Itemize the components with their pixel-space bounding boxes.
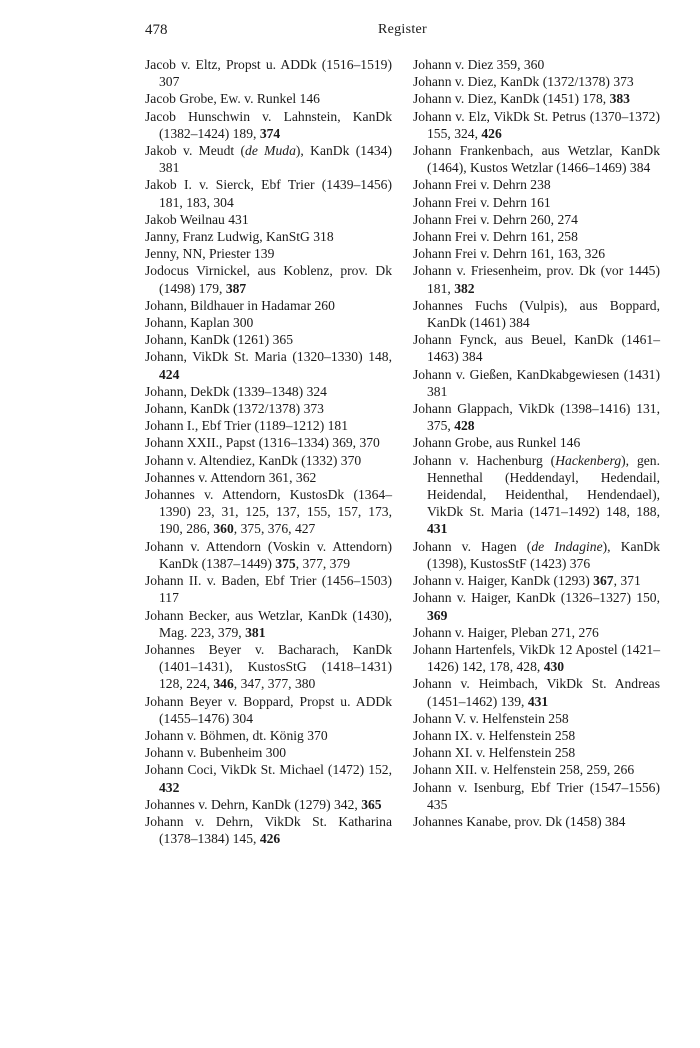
latin-name-variant: Hackenberg xyxy=(555,452,622,468)
index-entry xyxy=(413,779,660,813)
entry-text: ), gen. Hennethal (Heddendayl, Hedendail, Heidendal, Heidenthal, Hendendael), VikDk St. Maria (1471–1492) 148, 188, xyxy=(427,452,660,520)
index-entry xyxy=(413,176,660,193)
entry-text: ), KanDk (1398), KustosStF (1423) 376 xyxy=(427,538,660,571)
entry-text: Jodocus Virnickel, aus Koblenz, prov. Dk (1498) 179, xyxy=(145,263,392,296)
entry-text: Johann, KanDk (1261) 365 xyxy=(145,332,293,348)
entry-text: Johannes Fuchs (Vulpis), aus Boppard, KanDk (1461) 384 xyxy=(413,297,660,331)
index-entry xyxy=(413,744,660,761)
main-reference-page: 383 xyxy=(609,91,630,107)
index-entry xyxy=(145,314,392,331)
index-entry xyxy=(145,262,392,296)
index-entry xyxy=(413,297,660,331)
index-entry xyxy=(145,469,392,486)
index-entry xyxy=(413,56,660,73)
index-entry xyxy=(413,675,660,709)
index-entry xyxy=(413,262,660,296)
main-reference-page: 387 xyxy=(225,280,247,296)
latin-name-variant: de Muda xyxy=(245,143,296,159)
entry-text: Johann Becker, aus Wetzlar, KanDk (1430), Mag. 223, 379, xyxy=(145,607,392,640)
index-entry xyxy=(413,761,660,778)
main-reference-page: 367 xyxy=(593,573,614,589)
entry-text: Jakob v. Meudt ( xyxy=(145,143,246,159)
index-entry xyxy=(413,194,660,211)
index-entry xyxy=(145,108,392,142)
index-entry xyxy=(145,142,392,176)
index-entry xyxy=(145,90,392,107)
index-entry xyxy=(145,572,392,606)
running-title: Register xyxy=(377,22,428,37)
entry-text: Johann v. Diez, KanDk (1372/1378) 373 xyxy=(413,74,634,90)
index-entry xyxy=(145,228,392,245)
index-entry xyxy=(413,400,660,434)
entry-text: Johann Fynck, aus Beuel, KanDk (1461–1463) 384 xyxy=(413,332,660,365)
entry-text: Johann XI. v. Helfenstein 258 xyxy=(413,745,576,761)
entry-text: Johann IX. v. Helfenstein 258 xyxy=(413,727,576,743)
index-entry xyxy=(145,452,392,469)
entry-text: Johann XXII., Papst (1316–1334) 369, 370 xyxy=(145,435,380,451)
entry-text: Johann v. Haiger, KanDk (1293) xyxy=(413,573,594,589)
main-reference-page: 346 xyxy=(213,676,234,692)
index-entry xyxy=(413,813,660,830)
entry-text: , 377, 379 xyxy=(295,555,351,571)
entry-text: Johann v. Altendiez, KanDk (1332) 370 xyxy=(145,452,362,468)
index-entry xyxy=(413,727,660,744)
index-entry xyxy=(413,142,660,176)
entry-text: Johann Frei v. Dehrn 161, 163, 326 xyxy=(413,246,606,262)
index-entry xyxy=(145,641,392,693)
entry-text: Johann v. Diez, KanDk (1451) 178, xyxy=(413,91,610,107)
entry-text: Johann v. Dehrn, VikDk St. Katharina (1378–1384) 145, xyxy=(145,813,392,847)
entry-text: Johann, Bildhauer in Hadamar 260 xyxy=(145,297,335,313)
index-entry xyxy=(413,90,660,107)
index-entry xyxy=(413,331,660,365)
index-entry xyxy=(145,486,392,538)
index-entry xyxy=(145,245,392,262)
index-entry xyxy=(145,434,392,451)
entry-text: Johann v. Bubenheim 300 xyxy=(145,745,287,761)
entry-text: Johann Frankenbach, aus Wetzlar, KanDk (1464), Kustos Wetzlar (1466–1469) 384 xyxy=(413,143,660,176)
entry-text: , 371 xyxy=(613,573,641,589)
index-entry xyxy=(145,607,392,641)
main-reference-page: 369 xyxy=(427,607,448,623)
main-reference-page: 428 xyxy=(454,418,475,434)
index-entry xyxy=(413,710,660,727)
entry-text: Johannes Kanabe, prov. Dk (1458) 384 xyxy=(413,813,626,829)
entry-text: Johannes v. Attendorn, KustosDk (1364–1390) 23, 31, 125, 137, 155, 157, 173, 190, 286, xyxy=(145,487,392,537)
entry-text: , 375, 376, 427 xyxy=(233,521,316,537)
index-entry xyxy=(145,383,392,400)
entry-text: Johann v. Heimbach, VikDk St. Andreas (1451–1462) 139, xyxy=(413,676,660,709)
entry-text: Johann v. Haiger, Pleban 271, 276 xyxy=(413,624,599,640)
index-entry xyxy=(145,297,392,314)
index-entry xyxy=(413,538,660,572)
entry-text: Johann Frei v. Dehrn 238 xyxy=(413,177,551,193)
index-entry xyxy=(413,589,660,623)
index-entry xyxy=(145,417,392,434)
entry-text: Johann Coci, VikDk St. Michael (1472) 152, xyxy=(145,762,392,778)
entry-text: Johann v. Elz, VikDk St. Petrus (1370–1372) 155, 324, xyxy=(413,108,660,141)
page-header xyxy=(145,22,660,44)
index-entry xyxy=(145,176,392,210)
entry-text: Johann Frei v. Dehrn 161 xyxy=(413,194,551,210)
index-entry xyxy=(413,624,660,641)
index-entry xyxy=(145,56,392,90)
index-entry xyxy=(413,245,660,262)
index-entry xyxy=(413,572,660,589)
main-reference-page: 424 xyxy=(159,366,180,382)
entry-text: Johann Frei v. Dehrn 260, 274 xyxy=(413,211,578,227)
entry-text: Johann v. Hagen ( xyxy=(413,538,532,554)
index-entry xyxy=(145,813,392,847)
entry-text: Johann, Kaplan 300 xyxy=(145,315,254,331)
index-entry xyxy=(413,108,660,142)
entry-text: Johann V. v. Helfenstein 258 xyxy=(413,710,569,726)
index-entry xyxy=(145,348,392,382)
entry-text: Johann, DekDk (1339–1348) 324 xyxy=(145,383,327,399)
main-reference-page: 365 xyxy=(361,796,382,812)
entry-text: Johannes v. Dehrn, KanDk (1279) 342, xyxy=(145,796,362,812)
index-entry xyxy=(145,796,392,813)
entry-text: Johann Hartenfels, VikDk 12 Apostel (1421–1426) 142, 178, 428, xyxy=(413,641,660,675)
entry-text: Johann v. Böhmen, dt. König 370 xyxy=(145,727,328,743)
entry-text: Johann v. Friesenheim, prov. Dk (vor 1445) 181, xyxy=(413,263,660,296)
entry-text: Jakob I. v. Sierck, Ebf Trier (1439–1456) 181, 183, 304 xyxy=(145,177,392,210)
entry-text: Johann II. v. Baden, Ebf Trier (1456–1503) 117 xyxy=(145,573,392,606)
entry-text: Janny, Franz Ludwig, KanStG 318 xyxy=(145,229,334,245)
main-reference-page: 375 xyxy=(275,555,296,571)
entry-text: Johann Frei v. Dehrn 161, 258 xyxy=(413,229,578,245)
entry-text: Johann v. Haiger, KanDk (1326–1327) 150, xyxy=(413,590,660,606)
entry-text: , 347, 377, 380 xyxy=(233,676,316,692)
entry-text: Johann v. Attendorn (Voskin v. Attendorn) KanDk (1387–1449) xyxy=(145,538,392,571)
main-reference-page: 426 xyxy=(481,125,502,141)
main-reference-page: 431 xyxy=(427,521,448,537)
index-entry xyxy=(413,73,660,90)
entry-text: Jakob Weilnau 431 xyxy=(145,211,249,227)
entry-text: Jenny, NN, Priester 139 xyxy=(145,246,275,262)
main-reference-page: 374 xyxy=(259,125,281,141)
index-entry xyxy=(145,744,392,761)
index-column-left xyxy=(145,56,392,847)
entry-text: Johannes Beyer v. Bacharach, KanDk (1401–1431), KustosStG (1418–1431) 128, 224, xyxy=(145,641,392,692)
entry-text: Johann v. Hachenburg ( xyxy=(413,452,556,468)
entry-text: Johann Beyer v. Boppard, Propst u. ADDk (1455–1476) 304 xyxy=(145,693,392,726)
index-entry xyxy=(145,211,392,228)
index-entry xyxy=(145,727,392,744)
main-reference-page: 426 xyxy=(259,831,281,847)
entry-text: ), KanDk (1434) 381 xyxy=(159,143,392,176)
index-entry xyxy=(413,366,660,400)
index-entry xyxy=(413,211,660,228)
index-entry xyxy=(145,400,392,417)
index-entry xyxy=(413,434,660,451)
index-entry xyxy=(145,331,392,348)
index-column-right xyxy=(413,56,660,830)
entry-text: Johann Glappach, VikDk (1398–1416) 131, 375, xyxy=(413,401,660,434)
main-reference-page: 382 xyxy=(454,280,475,296)
main-reference-page: 360 xyxy=(213,521,234,537)
entry-text: Johann I., Ebf Trier (1189–1212) 181 xyxy=(145,418,349,434)
entry-text: Johann v. Diez 359, 360 xyxy=(413,57,545,72)
entry-text: Johann, KanDk (1372/1378) 373 xyxy=(145,401,324,417)
index-entry xyxy=(413,452,660,538)
main-reference-page: 432 xyxy=(159,779,180,795)
entry-text: Johann, VikDk St. Maria (1320–1330) 148, xyxy=(145,349,392,365)
index-entry xyxy=(145,761,392,795)
page-number: 478 xyxy=(145,22,168,38)
entry-text: Johann Grobe, aus Runkel 146 xyxy=(413,435,581,451)
main-reference-page: 430 xyxy=(543,659,565,675)
latin-name-variant: de Indagine xyxy=(531,538,603,554)
main-reference-page: 381 xyxy=(245,624,266,640)
index-entry xyxy=(413,228,660,245)
entry-text: Johann XII. v. Helfenstein 258, 259, 266 xyxy=(413,762,635,778)
entry-text: Johann v. Isenburg, Ebf Trier (1547–1556) 435 xyxy=(413,779,660,812)
index-entry xyxy=(413,641,660,675)
entry-text: Jacob Grobe, Ew. v. Runkel 146 xyxy=(145,91,320,107)
entry-text: Johann v. Gießen, KanDkabgewiesen (1431) 381 xyxy=(413,366,660,399)
entry-text: Jacob v. Eltz, Propst u. ADDk (1516–1519) 307 xyxy=(145,57,392,90)
main-reference-page: 431 xyxy=(527,693,549,709)
index-entry xyxy=(145,538,392,572)
index-entry xyxy=(145,693,392,727)
entry-text: Jacob Hunschwin v. Lahnstein, KanDk (1382–1424) 189, xyxy=(145,108,392,141)
entry-text: Johannes v. Attendorn 361, 362 xyxy=(145,469,317,485)
